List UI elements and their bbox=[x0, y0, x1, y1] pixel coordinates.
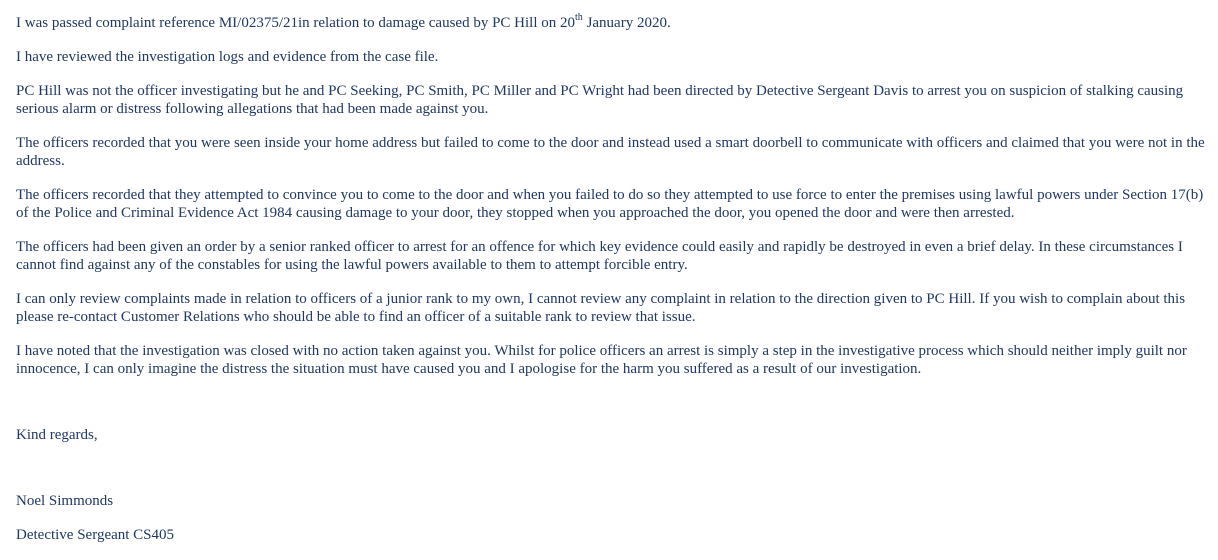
signature-block bbox=[16, 426, 1208, 544]
signer-title: Detective Sergeant CS405 bbox=[16, 527, 175, 543]
complaint-reference-text: I was passed complaint reference MI/02375/21in relation to damage caused by PC Hill on 20 bbox=[16, 15, 576, 31]
paragraph-senior-order: The officers had been given an order by a senior ranked officer to arrest for an offence for which key evidence could easily and rapidly be destroyed in even a brief delay. In these circumstances I cannot find against any of the constables for using the lawful powers available to them to attempt forcible entry. bbox=[16, 239, 1183, 273]
spacer bbox=[16, 394, 1208, 426]
spacer bbox=[16, 460, 1208, 492]
paragraph-home-address: The officers recorded that you were seen inside your home address but failed to come to the door and instead used a smart doorbell to communicate with officers and claimed that you were not in the address. bbox=[16, 135, 1205, 169]
date-ordinal-suffix: th bbox=[575, 12, 583, 23]
paragraph-rank-limitation: I can only review complaints made in relation to officers of a junior rank to my own, I cannot review any complaint in relation to the direction given to PC Hill. If you wish to complain about this please re-contact Customer Relations who should be able to find an officer of a suitable rank to review that issue. bbox=[16, 291, 1186, 325]
paragraph-complaint-reference bbox=[16, 14, 1208, 32]
signer-name: Noel Simmonds bbox=[16, 493, 114, 509]
complaint-date-text: January 2020. bbox=[582, 15, 671, 31]
closing-line: Kind regards, bbox=[16, 427, 98, 443]
letter-body bbox=[16, 14, 1208, 560]
paragraph-review: I have reviewed the investigation logs and evidence from the case file. bbox=[16, 49, 439, 65]
paragraph-apology: I have noted that the investigation was closed with no action taken against you. Whilst for police officers an arrest is simply a step in the investigative process which should neither imply guilt nor innocence, I can only imagine the distress the situation must have caused you and I apologise for the harm you suffered as a result of our investigation. bbox=[16, 343, 1187, 377]
paragraph-forced-entry: The officers recorded that they attempted to convince you to come to the door and when you failed to do so they attempted to use force to enter the premises using lawful powers under Section 17(b) of the Police and Criminal Evidence Act 1984 causing damage to your door, they stopped when you approached the door, you opened the door and were then arrested. bbox=[16, 187, 1204, 221]
paragraph-officers: PC Hill was not the officer investigating but he and PC Seeking, PC Smith, PC Miller and PC Wright had been directed by Detective Sergeant Davis to arrest you on suspicion of stalking causing serious alarm or distress following allegations that had been made against you. bbox=[16, 83, 1184, 117]
